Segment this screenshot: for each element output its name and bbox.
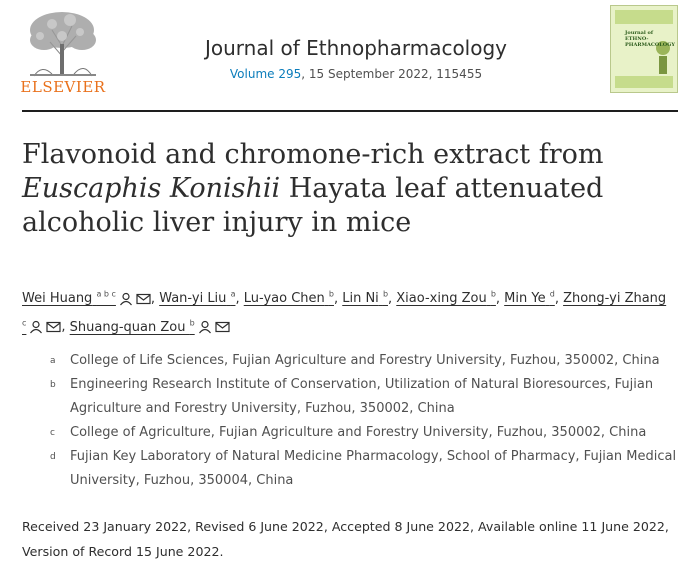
affiliation-letter: d (50, 452, 56, 462)
affiliation-text: Engineering Research Institute of Conservation, Utilization of Natural Bioresources, Fujian Agriculture and Forestry University, Fuzhou, 350002, China (70, 377, 654, 416)
issue-info: , 15 September 2022, 115455 (301, 67, 483, 81)
journal-cover[interactable] (610, 5, 678, 93)
author[interactable] (396, 291, 496, 306)
author-profile-icon[interactable] (198, 320, 212, 334)
email-icon[interactable] (46, 321, 61, 333)
author-name[interactable]: Wan-yi Liu (159, 291, 227, 307)
affiliation-text: College of Life Sciences, Fujian Agriculture and Forestry University, Fuzhou, 350002, China (70, 353, 660, 368)
affiliation-letter: c (50, 428, 55, 438)
author-name[interactable]: Min Ye (504, 291, 546, 307)
header-divider (22, 110, 678, 112)
affiliation-marker: b (490, 290, 496, 299)
author-name[interactable]: Lu-yao Chen (243, 291, 325, 307)
affiliation-marker: b (382, 290, 389, 299)
author-name[interactable]: Zhong-yi Zhang (563, 291, 667, 307)
author-profile-icon[interactable] (29, 320, 43, 334)
affiliation-text: College of Agriculture, Fujian Agriculture and Forestry University, Fuzhou, 350002, China (70, 425, 647, 440)
author[interactable] (244, 291, 334, 306)
affiliation-marker: a b c (96, 290, 116, 299)
publisher-name[interactable]: ELSEVIER (20, 78, 106, 96)
affiliation-text: Fujian Key Laboratory of Natural Medicine Pharmacology, School of Pharmacy, Fujian Medical University, Fuzhou, 350004, China (70, 449, 677, 488)
author[interactable] (504, 291, 555, 306)
affiliation-letter: b (50, 380, 56, 390)
affiliation-item (50, 445, 680, 493)
affiliation-marker: c (22, 318, 27, 328)
affiliation-marker: a (230, 290, 236, 299)
affiliation-marker: d (549, 290, 555, 299)
cover-art (611, 6, 677, 92)
journal-meta (120, 67, 592, 81)
affiliation-list (50, 349, 680, 493)
affiliation-item (50, 421, 680, 445)
affiliation-marker: b (189, 318, 195, 328)
email-icon[interactable] (136, 293, 151, 305)
email-icon[interactable] (215, 321, 230, 333)
affiliation-item (50, 373, 680, 421)
author-name[interactable]: Xiao-xing Zou (396, 291, 487, 307)
affiliation-item (50, 349, 680, 373)
author-list: Wei Huang $^{a b c}$ , Wan-yi Liu $^a$, Lu-yao Chen $^b$, Lin Ni $^b$, Xiao-xing Zou $^b$, Min Ye $^d$, Zhong-yi Zhang $^c$ , Shuang-quan Zou $^b$ (22, 290, 667, 335)
author-name[interactable]: Shuang-quan Zou (69, 319, 186, 335)
author[interactable] (159, 291, 235, 306)
journal-title[interactable]: Journal of Ethnopharmacology (204, 36, 508, 60)
author[interactable] (342, 291, 388, 306)
cover-title: Journal of ETHNO-PHARMACOLOGY (625, 30, 675, 48)
article-history: Received 23 January 2022, Revised 6 June 2022, Accepted 8 June 2022, Available online 11 June 2022, Version of Record 15 June 2022. (22, 519, 669, 559)
affiliation-marker: b (328, 290, 334, 299)
author-name[interactable]: Lin Ni (342, 291, 379, 307)
article-title: Flavonoid and chromone-rich extract from Euscaphis Konishii Hayata leaf attenuated alcoholic liver injury in mice (22, 139, 604, 238)
author[interactable] (22, 291, 151, 306)
author[interactable] (70, 320, 230, 335)
affiliation-letter: a (50, 356, 56, 366)
author-name[interactable]: Wei Huang (22, 291, 93, 307)
volume-link[interactable]: Volume 295 (229, 67, 302, 81)
author-profile-icon[interactable] (119, 292, 133, 306)
